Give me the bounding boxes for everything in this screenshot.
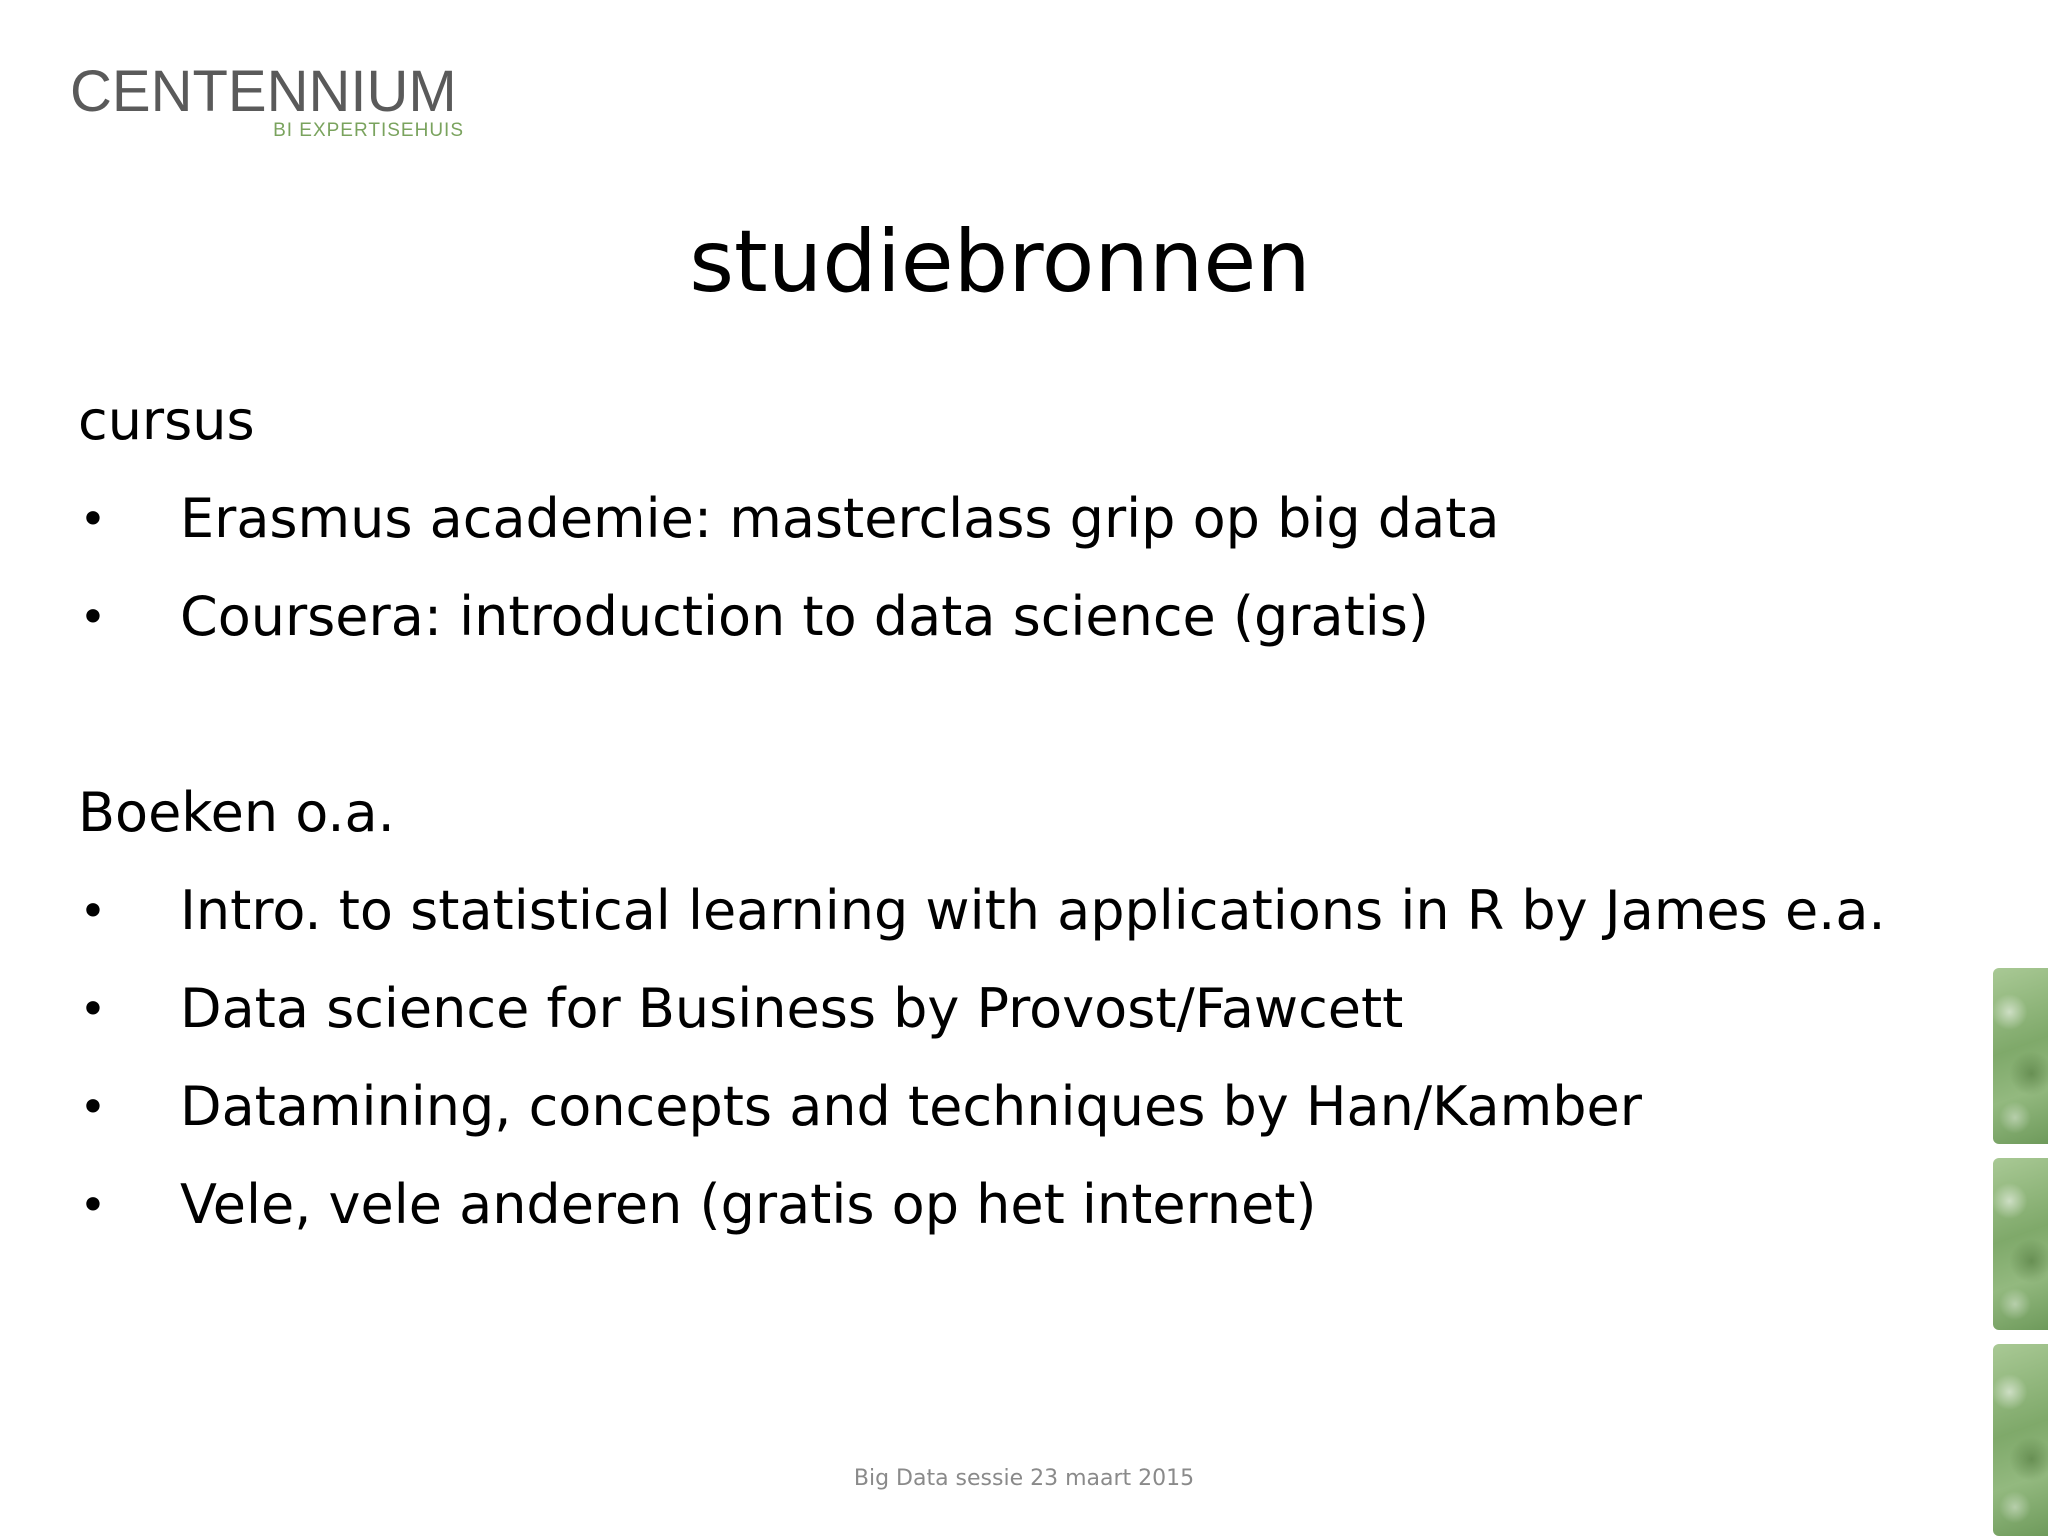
bullet-icon: • — [79, 1178, 107, 1232]
list-item-text: Vele, vele anderen (gratis op het internet) — [180, 1173, 1317, 1236]
bullet-icon: • — [79, 884, 107, 938]
section-spacer — [78, 666, 1978, 764]
bullet-icon: • — [79, 590, 107, 644]
course-list — [78, 470, 1978, 666]
bullet-icon: • — [79, 982, 107, 1036]
list-item — [78, 1058, 1978, 1156]
list-item-text: Datamining, concepts and techniques by Han/Kamber — [180, 1075, 1642, 1138]
list-item — [78, 960, 1978, 1058]
list-item-text: Erasmus academie: masterclass grip op big data — [180, 487, 1500, 550]
decorative-leaf-image — [1993, 968, 2048, 1144]
list-item-text: Intro. to statistical learning with applications in R by James e.a. — [180, 879, 1886, 942]
list-item — [78, 470, 1978, 568]
logo-wordmark: CENTENNIUM — [70, 59, 457, 124]
list-item-text: Coursera: introduction to data science (gratis) — [180, 585, 1429, 648]
slide-content — [78, 372, 1978, 1254]
list-item-text: Data science for Business by Provost/Fawcett — [180, 977, 1404, 1040]
list-item — [78, 568, 1978, 666]
decorative-leaf-image — [1993, 1158, 2048, 1330]
logo-tagline: BI EXPERTISEHUIS — [273, 120, 464, 141]
list-item — [78, 862, 1978, 960]
company-logo — [70, 59, 470, 147]
section-heading-courses: cursus — [78, 389, 255, 452]
bullet-icon: • — [79, 492, 107, 546]
decorative-image-strip — [1993, 968, 2048, 1536]
section-heading-books: Boeken o.a. — [78, 781, 395, 844]
bullet-icon: • — [79, 1080, 107, 1134]
slide-title: studiebronnen — [689, 212, 1311, 312]
decorative-leaf-image — [1993, 1344, 2048, 1536]
book-list — [78, 862, 1978, 1254]
list-item — [78, 1156, 1978, 1254]
slide-footer: Big Data sessie 23 maart 2015 — [853, 1466, 1195, 1491]
